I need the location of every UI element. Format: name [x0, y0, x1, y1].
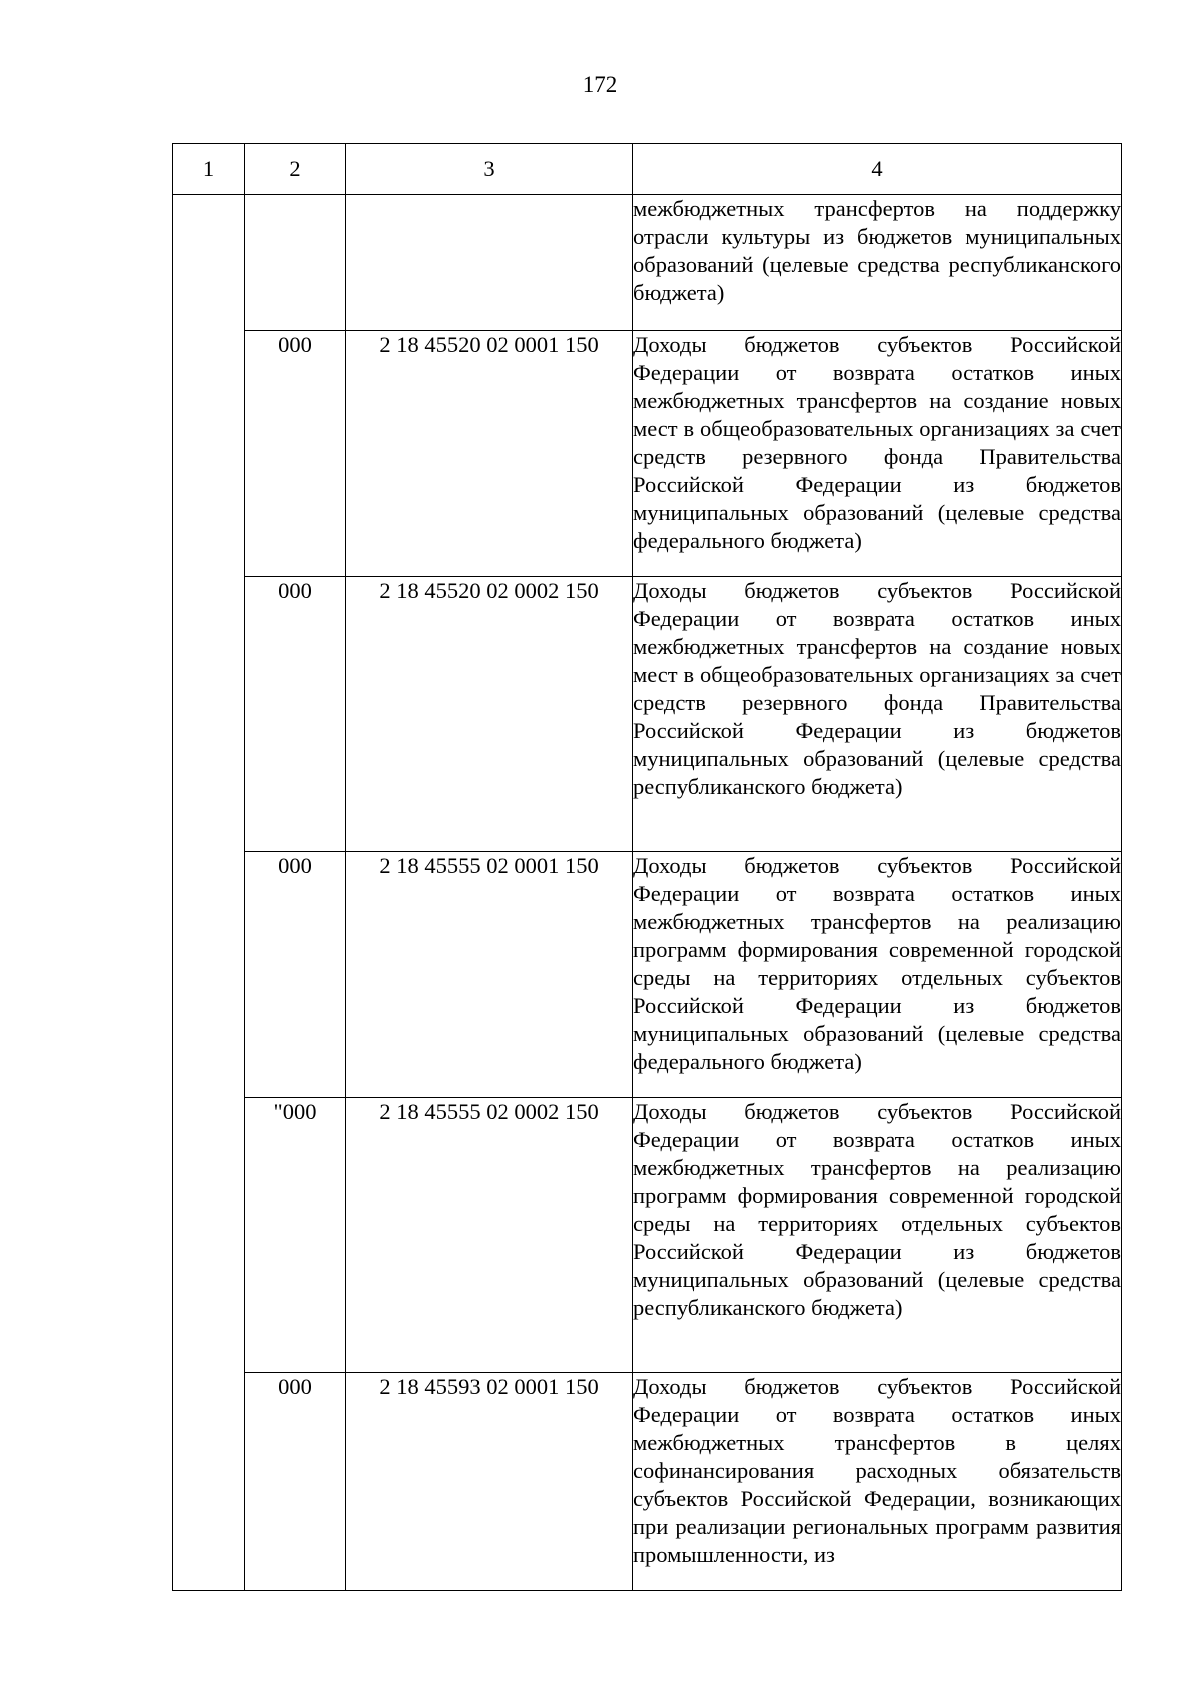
revenue-code-cell: 2 18 45555 02 0001 150 — [346, 852, 633, 1098]
admin-code-cell: 000 — [245, 577, 346, 852]
page-number: 172 — [582, 72, 618, 97]
revenue-code-cell: 2 18 45520 02 0002 150 — [346, 577, 633, 852]
description-text: Доходы бюджетов субъектов Российской Федерации от возврата остатков иных межбюджетных трансфертов на реализацию программ формирования современной городской среды на территориях отдельных субъектов Российской Федерации из бюджетов муниципальных образований (целевые средства федерального бюджета) — [633, 853, 1121, 1074]
description-text: Доходы бюджетов субъектов Российской Федерации от возврата остатков иных межбюджетных трансфертов на создание новых мест в общеобразовательных организациях за счет средств резервного фонда Правительства Российской Федерации из бюджетов муниципальных образований (целевые средства республиканского бюджета) — [633, 578, 1121, 799]
description-cell — [633, 195, 1122, 331]
table-row — [173, 331, 1122, 577]
admin-code-cell: "000 — [245, 1098, 346, 1373]
admin-code-cell: 000 — [245, 852, 346, 1098]
revenue-code-cell — [346, 195, 633, 331]
header-col-2: 2 — [245, 144, 346, 195]
revenue-codes-table — [172, 143, 1122, 1591]
revenue-code-cell: 2 18 45520 02 0001 150 — [346, 331, 633, 577]
row-merged-cell — [173, 195, 245, 1591]
description-cell — [633, 331, 1122, 577]
header-col-3: 3 — [346, 144, 633, 195]
admin-code-cell: 000 — [245, 1373, 346, 1591]
table-row — [173, 1373, 1122, 1591]
description-cell — [633, 1098, 1122, 1373]
table-header-row — [173, 144, 1122, 195]
description-text: Доходы бюджетов субъектов Российской Федерации от возврата остатков иных межбюджетных трансфертов в целях софинансирования расходных обязательств субъектов Российской Федерации, возникающих при реализации региональных программ развития промышленности, из — [633, 1374, 1121, 1567]
admin-code-cell — [245, 195, 346, 331]
description-cell — [633, 1373, 1122, 1591]
revenue-code-cell: 2 18 45593 02 0001 150 — [346, 1373, 633, 1591]
table-row — [173, 852, 1122, 1098]
table-row — [173, 195, 1122, 331]
description-text: Доходы бюджетов субъектов Российской Федерации от возврата остатков иных межбюджетных трансфертов на реализацию программ формирования современной городской среды на территориях отдельных субъектов Российской Федерации из бюджетов муниципальных образований (целевые средства республиканского бюджета) — [633, 1099, 1121, 1320]
admin-code-cell: 000 — [245, 331, 346, 577]
revenue-code-cell: 2 18 45555 02 0002 150 — [346, 1098, 633, 1373]
header-col-1: 1 — [173, 144, 245, 195]
description-cell — [633, 852, 1122, 1098]
description-text: межбюджетных трансфертов на поддержку отрасли культуры из бюджетов муниципальных образований (целевые средства республиканского бюджета) — [633, 196, 1121, 305]
description-text: Доходы бюджетов субъектов Российской Федерации от возврата остатков иных межбюджетных трансфертов на создание новых мест в общеобразовательных организациях за счет средств резервного фонда Правительства Российской Федерации из бюджетов муниципальных образований (целевые средства федерального бюджета) — [633, 332, 1121, 553]
table-row — [173, 577, 1122, 852]
table-row — [173, 1098, 1122, 1373]
header-col-4: 4 — [633, 144, 1122, 195]
description-cell — [633, 577, 1122, 852]
